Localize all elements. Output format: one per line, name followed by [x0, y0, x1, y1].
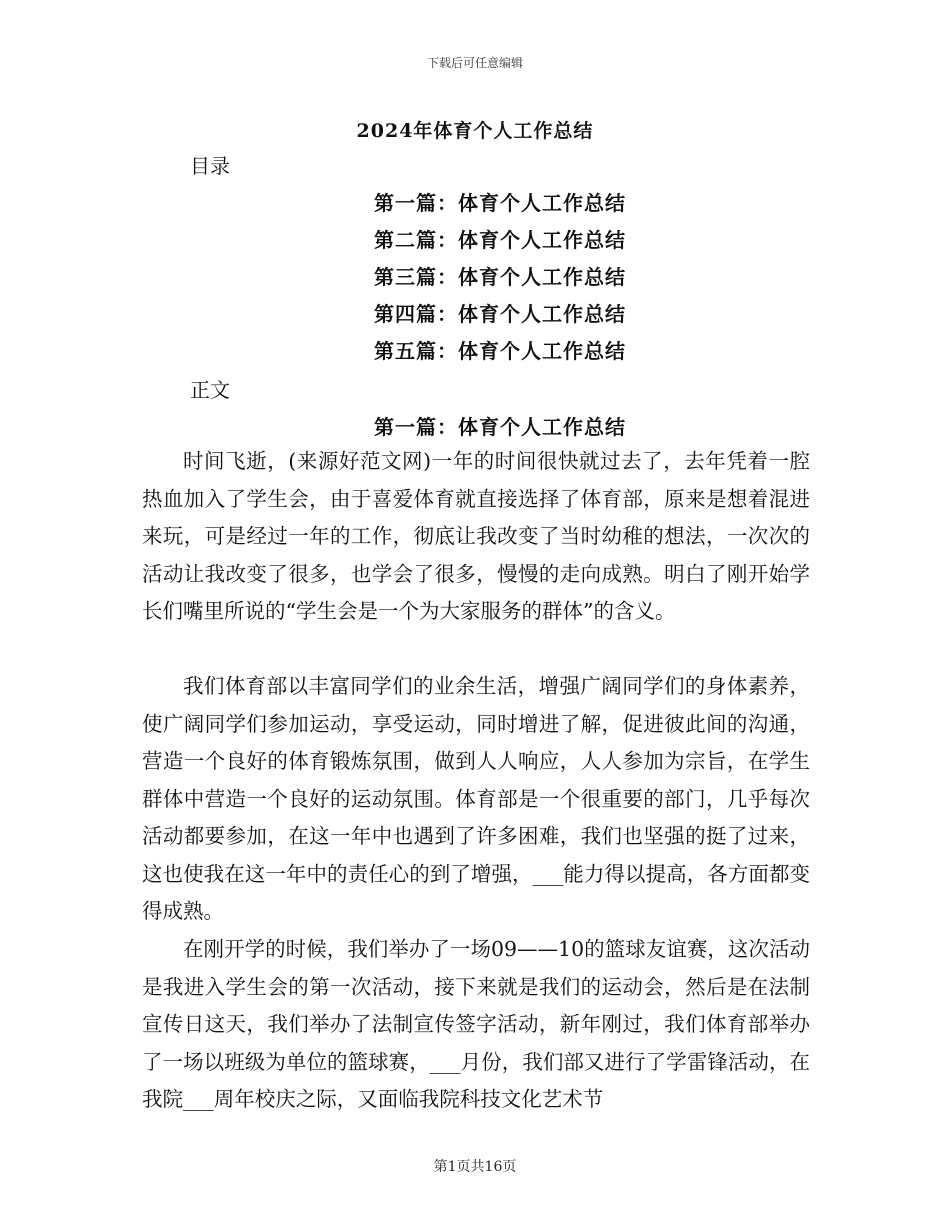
toc-item-5: 第五篇：体育个人工作总结	[374, 339, 626, 363]
header-note: 下载后可任意编辑	[426, 56, 523, 70]
paragraph-2: 我们体育部以丰富同学们的业余生活，增强广阔同学们的身体素养，使广阔同学们参加运动，享受运动，同时增进了解，促进彼此间的沟通，营造一个良好的体育锻炼氛围，做到人人响应，人人参加为宗旨，在学生群体中营造一个良好的运动氛围。体育部是一个很重要的部门，几乎每次活动都要参加，在这一年中也遇到了许多困难，我们也坚强的挺了过来，这也使我在这一年中的责任心的到了增强，___能力得以提高，各方面都变得成熟。	[142, 674, 810, 923]
section-title: 第一篇：体育个人工作总结	[374, 415, 626, 439]
toc-item-3: 第三篇：体育个人工作总结	[374, 265, 626, 289]
toc-item-4: 第四篇：体育个人工作总结	[374, 302, 626, 326]
toc-item-2: 第二篇：体育个人工作总结	[374, 228, 626, 252]
toc-label: 目录	[190, 154, 230, 178]
toc-item-1: 第一篇：体育个人工作总结	[374, 191, 626, 215]
paragraph-3: 在刚开学的时候，我们举办了一场09——10的篮球友谊赛，这次活动是我进入学生会的第一次活动，接下来就是我们的运动会，然后是在法制宣传日这天，我们举办了法制宣传签字活动，新年刚过，我们体育部举办了一场以班级为单位的篮球赛，___月份，我们部又进行了学雷锋活动，在我院___周年校庆之际，又面临我院科技文化艺术节	[142, 937, 810, 1111]
document-title: 2024年体育个人工作总结	[356, 120, 594, 142]
paragraph-1: 时间飞逝，(来源好范文网)一年的时间很快就过去了，去年凭着一腔热血加入了学生会，由于喜爱体育就直接选择了体育部，原来是想着混进来玩，可是经过一年的工作，彻底让我改变了当时幼稚的想法，一次次的活动让我改变了很多，也学会了很多，慢慢的走向成熟。明白了刚开始学长们嘴里所说的“学生会是一个为大家服务的群体”的含义。	[142, 449, 810, 623]
page-number: 第1页共16页	[433, 1159, 517, 1175]
body-label: 正文	[190, 378, 230, 402]
